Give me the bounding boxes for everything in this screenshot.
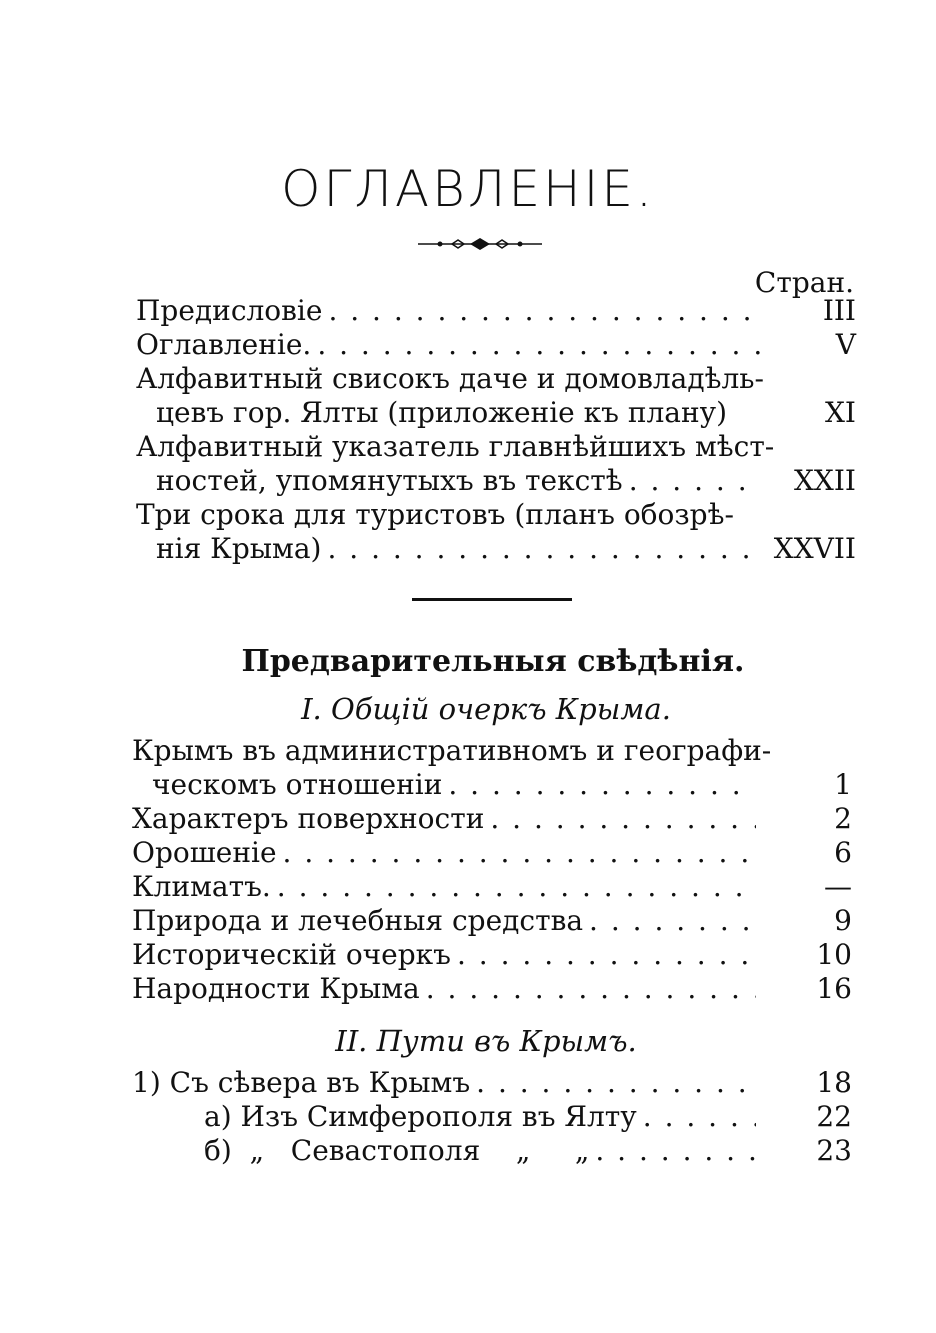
toc-entry-history[interactable] [132,938,852,972]
dot-leader [327,532,760,566]
toc-entry-climate[interactable] [132,870,852,904]
toc-entry-peoples[interactable] [132,972,852,1006]
dot-leader [283,836,756,870]
toc-entry-sevastopol-yalta[interactable] [204,1134,852,1168]
ornament-divider-icon [418,235,542,253]
section-divider [412,598,572,601]
toc-entry-label: ческомъ отношеніи [152,768,443,801]
dot-leader [490,802,756,836]
section-heading: Предварительныя свѣдѣнія. [241,644,745,679]
toc-entry-label-line: Три срока для туристовъ (планъ обозрѣ- [136,498,734,531]
toc-entry-label: цевъ гор. Ялты (приложеніе къ плану) [156,396,728,429]
toc-entry-contents[interactable] [136,328,856,362]
toc-entry-page: 22 [816,1100,852,1133]
toc-entry-page: III [822,294,856,327]
toc-entry-label: а) Изъ Симферополя въ Ялту [204,1100,637,1133]
toc-entry-label: Орошеніе [132,836,277,869]
toc-entry-label: Историческій очеркъ [132,938,451,971]
toc-entry-label: Природа и лечебныя средства [132,904,584,937]
dot-leader [589,904,756,938]
toc-entry-irrigation[interactable] [132,836,852,870]
toc-entry-page: 2 [834,802,852,835]
toc-entry-page: XXVII [773,532,856,565]
toc-entry-page: 18 [816,1066,852,1099]
dot-leader [629,464,760,498]
subsection-heading: I. Общій очеркъ Крыма. [301,692,671,726]
toc-entry-surface[interactable] [132,802,852,836]
toc-entry-place-index[interactable] [156,464,856,498]
toc-entry-page: XXII [794,464,856,497]
toc-entry-label: Климатъ. [132,870,271,903]
dot-leader [476,1066,756,1100]
toc-entry-admin-geo[interactable] [152,768,852,802]
dot-leader [643,1100,756,1134]
toc-entry-label-line: Алфавитный указатель главнѣйшихъ мѣст- [136,430,775,463]
toc-entry-page: V [835,328,856,361]
dot-leader [595,1134,756,1168]
toc-entry-label-line: Крымъ въ административномъ и географи- [132,734,772,767]
toc-entry-page: 23 [816,1134,852,1167]
toc-entry-page: 16 [816,972,852,1005]
toc-entry-label: Народности Крыма [132,972,420,1005]
toc-entry-from-north[interactable] [132,1066,852,1100]
toc-entry-label: 1) Съ сѣвера въ Крымъ [132,1066,471,1099]
toc-entry-page: — [824,870,852,903]
toc-entry-preface[interactable] [136,294,856,328]
toc-entry-page: 6 [834,836,852,869]
dot-leader [317,328,760,362]
toc-entry-label-line: Алфавитный свисокъ даче и домовладѣль- [136,362,764,395]
toc-entry-nature[interactable] [132,904,852,938]
subsection-heading: II. Пути въ Крымъ. [335,1024,637,1058]
toc-entry-page: 10 [816,938,852,971]
dot-leader [277,870,756,904]
toc-entry-tourist-plans[interactable] [156,532,856,566]
toc-entry-simferopol-yalta[interactable] [204,1100,852,1134]
dot-leader [328,294,760,328]
dot-leader [457,938,756,972]
toc-entry-page: XI [825,396,856,429]
page-title: ОГЛАВЛЕНІЕ. [281,160,655,218]
toc-entry-dacha-list[interactable] [156,396,856,430]
toc-entry-label: б) „ Севастополя „ „ [204,1134,590,1167]
toc-entry-label: нія Крыма) [156,532,322,565]
toc-entry-page: 9 [834,904,852,937]
toc-entry-label: ностей, упомянутыхъ въ текстѣ [156,464,623,497]
toc-entry-label: Характеръ поверхности [132,802,485,835]
page-column-label: Стран. [754,266,854,299]
dot-leader [426,972,756,1006]
toc-entry-label: Оглавленіе. [136,328,312,361]
toc-entry-page: 1 [834,768,852,801]
dot-leader [448,768,756,802]
toc-entry-label: Предисловіе [136,294,323,327]
